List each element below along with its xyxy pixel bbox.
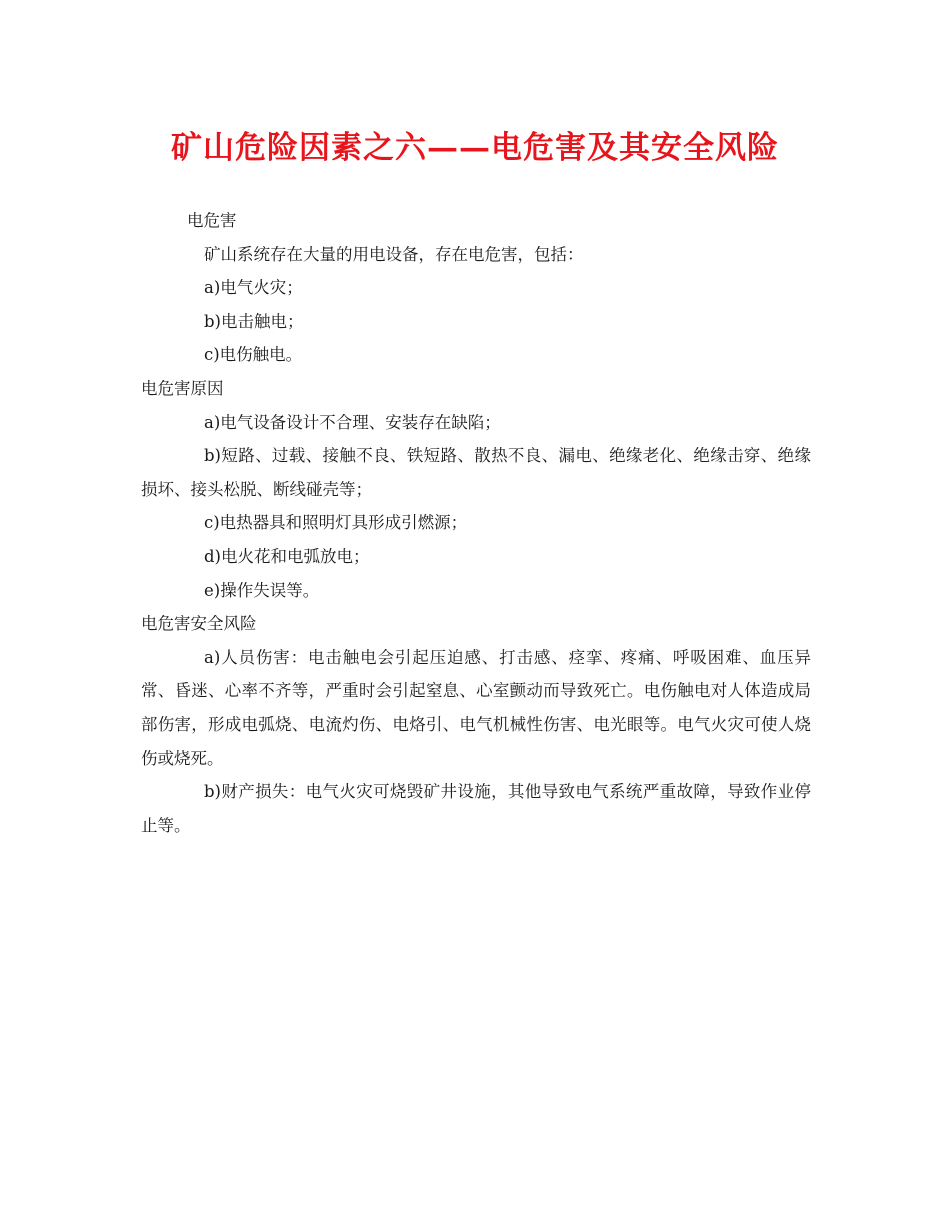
paragraph: 矿山系统存在大量的用电设备，存在电危害，包括： <box>204 244 584 264</box>
document-title: 矿山危险因素之六——电危害及其安全风险 <box>171 130 779 166</box>
list-item: a)电气设备设计不合理、安装存在缺陷； <box>204 412 501 432</box>
document-body <box>141 204 811 842</box>
section-heading-electric-hazard: 电危害 <box>187 211 237 230</box>
section-heading-hazard-causes: 电危害原因 <box>141 378 224 398</box>
list-item: b)电击触电； <box>204 311 304 331</box>
list-item: c)电伤触电。 <box>204 345 303 365</box>
list-item: a)人员伤害：电击触电会引起压迫感、打击感、痉挛、疼痛、呼吸困难、血压异常、昏迷、心率不齐等，严重时会引起窒息、心室颤动而导致死亡。电伤触电对人体造成局部伤害，形成电弧烧、电流灼伤、电烙引、电气机械性伤害、电光眼等。电气火灾可使人烧伤或烧死。 <box>141 647 811 768</box>
list-item: b)财产损失：电气火灾可烧毁矿井设施，其他导致电气系统严重故障，导致作业停止等。 <box>141 782 811 835</box>
list-item: a)电气火灾； <box>204 278 303 298</box>
section-heading-safety-risks: 电危害安全风险 <box>141 614 257 634</box>
list-item: c)电热器具和照明灯具形成引燃源； <box>204 513 468 533</box>
list-item: e)操作失误等。 <box>204 580 320 600</box>
list-item: b)短路、过载、接触不良、铁短路、散热不良、漏电、绝缘老化、绝缘击穿、绝缘损坏、接头松脱、断线碰壳等； <box>141 446 811 499</box>
list-item: d)电火花和电弧放电； <box>204 546 370 566</box>
